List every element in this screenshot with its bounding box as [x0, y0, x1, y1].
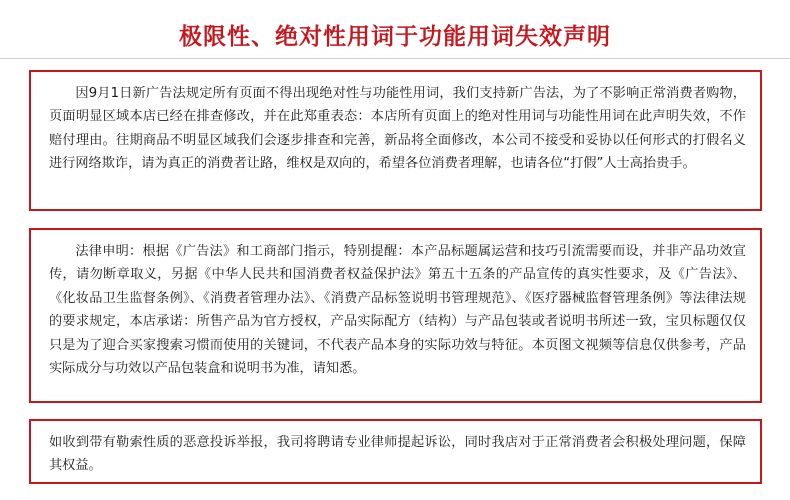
notice-box-complaint-policy [29, 419, 762, 484]
notice-text-complaint-policy: 如收到带有勒索性质的恶意投诉举报，我司将聘请专业律师提起诉讼，同时我店对于正常消费者会积极处理问题，保障其权益。 [49, 435, 746, 474]
notice-text-legal-statement: 法律申明：根据《广告法》和工商部门指示，特别提醒：本产品标题属运营和技巧引流需要而设，并非产品功效宣传，请勿断章取义，另据《中华人民共和国消费者权益保护法》第五十五条的产品宣传的真实性要求，及《广告法》、《化妆品卫生监督条例》、《消费者管理办法》、《消费产品标签说明书管理规范》、《医疗器械监督管理条例》等法律法规的要求规定，本店承诺：所售产品为官方授权，产品实际配方（结构）与产品包装或者说明书所述一致，宝贝标题仅仅只是为了迎合买家搜索习惯而使用的关键词，不代表产品本身的实际功效与特征。本页图文视频等信息仅供参考，产品实际成分与功效以产品包装盒和说明书为准，请知悉。 [49, 244, 746, 377]
page-title: 极限性、绝对性用词于功能用词失效声明 [179, 24, 611, 50]
notice-box-ad-law [29, 70, 762, 211]
notice-text-ad-law: 因9月1日新广告法规定所有页面不得出现绝对性与功能性用词，我们支持新广告法，为了不影响正常消费者购物，页面明显区域本店已经在排查修改，并在此郑重表态：本店所有页面上的绝对性用词与功能性用词在此声明失效，不作赔付理由。往期商品不明显区域我们会逐步排查和完善，新品将全面修改，本公司不接受和妥协以任何形式的打假名义进行网络欺诈，请为真正的消费者让路，维权是双向的，希望各位消费者理解，也请各位“打假”人士高抬贵手。 [49, 86, 746, 172]
title-divider [0, 58, 790, 59]
notice-box-legal-statement [29, 228, 762, 403]
